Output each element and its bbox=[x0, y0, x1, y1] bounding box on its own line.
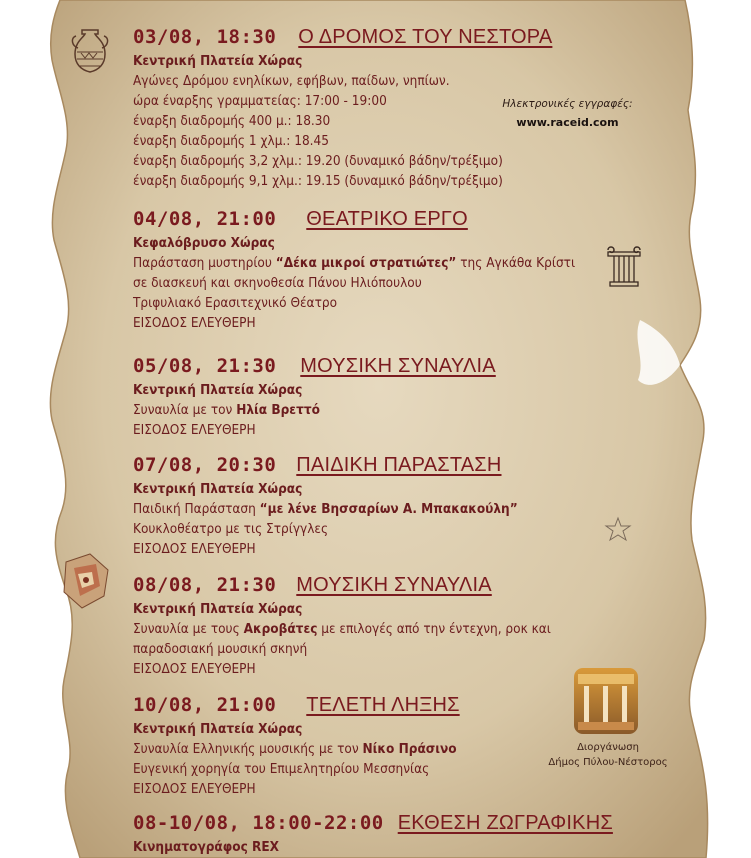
event-line: σε διασκευή και σκηνοθεσία Πάνου Ηλιόπουλου bbox=[133, 275, 422, 291]
line-text: Παιδική Παράσταση bbox=[133, 501, 260, 517]
event-line bbox=[133, 400, 496, 420]
event-title: ΘΕΑΤΡΙΚΟ ΕΡΓΟ bbox=[306, 208, 468, 230]
event-entry: ΕΙΣΟΔΟΣ ΕΛΕΥΘΕΡΗ bbox=[133, 315, 256, 331]
registration-link[interactable]: www.raceid.com bbox=[516, 116, 619, 129]
organizer-block bbox=[538, 740, 678, 770]
show-title: “με λένε Βησσαρίων Α. Μπακακούλη” bbox=[259, 501, 518, 517]
event-line: ώρα έναρξης γραμματείας: 17:00 - 19:00 bbox=[133, 93, 387, 109]
event-date: 05/08, 21:30 bbox=[133, 355, 277, 377]
event-line: έναρξη διαδρομής 1 χλμ.: 18.45 bbox=[133, 133, 329, 149]
event-theatre bbox=[133, 208, 575, 333]
line-text: Συναυλία με τους bbox=[133, 621, 244, 637]
registration-label: Ηλεκτρονικές εγγραφές: bbox=[502, 98, 633, 110]
event-line bbox=[133, 619, 551, 639]
event-date: 07/08, 20:30 bbox=[133, 454, 277, 476]
performer-name: Ακροβάτες bbox=[243, 621, 318, 637]
event-date: 08-10/08, 18:00-22:00 bbox=[133, 812, 384, 834]
event-date: 10/08, 21:00 bbox=[133, 694, 277, 716]
event-line bbox=[133, 739, 460, 759]
event-title: ΜΟΥΣΙΚΗ ΣΥΝΑΥΛΙΑ bbox=[300, 355, 496, 377]
event-title: ΜΟΥΣΙΚΗ ΣΥΝΑΥΛΙΑ bbox=[296, 574, 492, 596]
event-venue: Κινηματογράφος REX bbox=[133, 839, 280, 855]
event-line: Ευγενική χορηγία του Επιμελητηρίου Μεσσηνίας bbox=[133, 761, 430, 777]
event-line: Κουκλοθέατρο με τις Στρίγγλες bbox=[133, 521, 329, 537]
organizer-label: Διοργάνωση bbox=[577, 742, 639, 753]
event-entry: ΕΙΣΟΔΟΣ ΕΛΕΥΘΕΡΗ bbox=[133, 781, 256, 797]
event-line bbox=[133, 253, 575, 273]
event-entry: ΕΙΣΟΔΟΣ ΕΛΕΥΘΕΡΗ bbox=[133, 661, 256, 677]
event-title: ΤΕΛΕΤΗ ΛΗΞΗΣ bbox=[306, 694, 460, 716]
ionic-column-icon bbox=[604, 244, 644, 288]
line-text: Παράσταση μυστηρίου bbox=[133, 255, 276, 271]
performer-name: Ηλία Βρεττό bbox=[236, 402, 320, 418]
palace-photo bbox=[574, 668, 638, 734]
star-outline-icon bbox=[604, 516, 632, 544]
event-line: έναρξη διαδρομής 400 μ.: 18.30 bbox=[133, 113, 331, 129]
event-line: παραδοσιακή μουσική σκηνή bbox=[133, 641, 308, 657]
event-date: 08/08, 21:30 bbox=[133, 574, 277, 596]
line-text: Συναυλία με τον bbox=[133, 402, 237, 418]
event-line: έναρξη διαδρομής 3,2 χλμ.: 19.20 (δυναμικό βάδην/τρέξιμο) bbox=[133, 153, 503, 169]
event-title: ΕΚΘΕΣΗ ΖΩΓΡΑΦΙΚΗΣ bbox=[397, 812, 613, 834]
event-venue: Κεντρική Πλατεία Χώρας bbox=[133, 53, 303, 69]
organizer-name: Δήμος Πύλου-Νέστορος bbox=[548, 757, 668, 768]
line-text: με επιλογές από την έντεχνη, ροκ και bbox=[317, 621, 551, 637]
event-concert-akrovates bbox=[133, 574, 551, 679]
play-title: “Δέκα μικροί στρατιώτες” bbox=[275, 255, 457, 271]
event-closing-ceremony bbox=[133, 694, 460, 799]
event-title: ΠΑΙΔΙΚΗ ΠΑΡΑΣΤΑΣΗ bbox=[296, 454, 502, 476]
event-children-show bbox=[133, 454, 518, 559]
mosaic-fragment-icon bbox=[60, 552, 112, 610]
event-date: 03/08, 18:30 bbox=[133, 26, 277, 48]
event-title: Ο ΔΡΟΜΟΣ ΤΟΥ ΝΕΣΤΟΡΑ bbox=[298, 26, 553, 48]
event-running-race bbox=[133, 26, 552, 191]
performer-name: Νίκο Πράσινο bbox=[362, 741, 457, 757]
line-text: Συναυλία Ελληνικής μουσικής με τον bbox=[133, 741, 363, 757]
event-entry: ΕΙΣΟΔΟΣ ΕΛΕΥΘΕΡΗ bbox=[133, 422, 256, 438]
event-line: έναρξη διαδρομής 9,1 χλμ.: 19.15 (δυναμικό βάδην/τρέξιμο) bbox=[133, 173, 503, 189]
event-line: Τριφυλιακό Ερασιτεχνικό Θέατρο bbox=[133, 295, 338, 311]
event-venue: Κεντρική Πλατεία Χώρας bbox=[133, 721, 303, 737]
event-entry: ΕΙΣΟΔΟΣ ΕΛΕΥΘΕΡΗ bbox=[133, 541, 256, 557]
event-venue: Κεφαλόβρυσο Χώρας bbox=[133, 235, 275, 251]
line-text: της Αγκάθα Κρίστι bbox=[456, 255, 576, 271]
event-venue: Κεντρική Πλατεία Χώρας bbox=[133, 382, 303, 398]
amphora-icon bbox=[68, 26, 112, 76]
event-date: 04/08, 21:00 bbox=[133, 208, 277, 230]
event-line: Αγώνες Δρόμου ενηλίκων, εφήβων, παίδων, νηπίων. bbox=[133, 73, 450, 89]
event-concert-vrettos bbox=[133, 355, 496, 440]
event-line bbox=[133, 499, 518, 519]
event-painting-exhibition bbox=[133, 812, 613, 857]
event-venue: Κεντρική Πλατεία Χώρας bbox=[133, 481, 303, 497]
event-venue: Κεντρική Πλατεία Χώρας bbox=[133, 601, 303, 617]
